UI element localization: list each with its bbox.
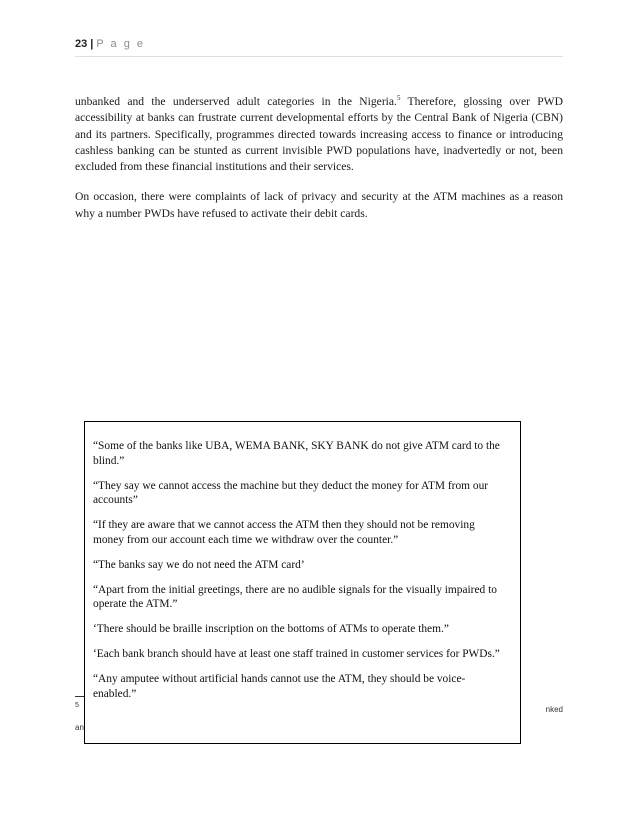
- quote-item: “Apart from the initial greetings, there are no audible signals for the visually impaired to operate the ATM.”: [93, 583, 497, 611]
- quote-item: ‘There should be braille inscription on the bottoms of ATMs to operate them.”: [93, 623, 449, 636]
- footnote-number: 5: [75, 702, 79, 709]
- paragraph-1: unbanked and the underserved adult categories in the Nigeria.$^5$ Therefore, glossing over PWD accessibility at banks can frustrate current developmental efforts by the Central Bank of Nigeria (CBN) and its partners. Specifically, programmes directed towards increasing access to finance or introducing cashless banking can be stunted as current invisible PWD populations have, inadvertedly or not, been excluded from these financial institutions and their services.: [75, 94, 564, 174]
- quote-item: “If they are aware that we cannot access the ATM then they should not be removing money from our account each time we withdraw over the counter.”: [93, 519, 475, 546]
- quotes-box: [84, 421, 521, 744]
- footnote-ref[interactable]: 5: [396, 94, 401, 103]
- quote-item: ‘Each bank branch should have at least one staff trained in customer services for PWDs.”: [93, 647, 500, 660]
- page-header: [75, 38, 563, 57]
- page-number: 23: [75, 38, 88, 50]
- footnote-text-end: nked: [545, 705, 563, 714]
- quote-item: “The banks say we do not need the ATM card’: [93, 558, 305, 571]
- paragraph-2: On occasion, there were complaints of lack of privacy and security at the ATM machines as a reason why a number PWDs have refused to activate their debit cards.: [75, 190, 563, 220]
- quote-item: “Some of the banks like UBA, WEMA BANK, SKY BANK do not give ATM card to the blind.”: [93, 440, 500, 467]
- page-word: P a g e: [96, 38, 145, 50]
- footnote-line-2: an: [75, 723, 84, 732]
- header-separator: |: [90, 38, 94, 50]
- body-text: [75, 94, 563, 236]
- quote-item: “They say we cannot access the machine but they deduct the money for ATM from our accounts”: [93, 479, 489, 507]
- quote-item: “Any amputee without artificial hands cannot use the ATM, they should be voice-enabled.”: [93, 672, 466, 700]
